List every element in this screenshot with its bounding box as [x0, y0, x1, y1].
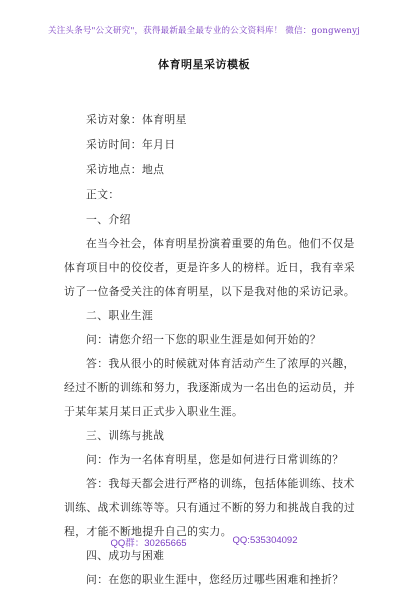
- question-paragraph: 问：在您的职业生涯中，您经历过哪些困难和挫折？: [86, 573, 344, 586]
- meta-time: 采访时间：年月日: [86, 138, 176, 151]
- footer-qq-number: QQ:535304092: [232, 535, 298, 546]
- header-banner: 关注头条号"公文研究"，获得最新最全最专业的公文资料库！ 微信：gongwenyj: [48, 26, 360, 36]
- meta-location: 采访地点：地点: [86, 163, 165, 176]
- document-title: 体育明星采访模板: [158, 58, 250, 71]
- footer-contact: [0, 535, 408, 549]
- meta-interviewee: 采访对象：体育明星: [86, 113, 187, 126]
- section-heading: 三、训练与挑战: [86, 429, 165, 442]
- answer-paragraph: 答：我从很小的时候就对体育活动产生了浓厚的兴趣，经过不断的训练和努力，我逐渐成为一名出色的运动员，并于某年某月某日正式步入职业生涯。: [64, 357, 356, 418]
- section-heading: 二、职业生涯: [86, 309, 154, 322]
- question-paragraph: 问：作为一名体育明星，您是如何进行日常训练的？: [86, 453, 344, 466]
- section-heading: 四、成功与困难: [86, 549, 165, 562]
- document-body: [64, 108, 360, 592]
- section-heading: 一、介绍: [86, 213, 131, 226]
- meta-body-label: 正文：: [86, 188, 120, 201]
- section-paragraph: 在当今社会，体育明星扮演着重要的角色。他们不仅是体育项目中的佼佼者，更是许多人的榜样。近日，我有幸采访了一位备受关注的体育明星，以下是我对他的采访记录。: [64, 237, 356, 298]
- answer-paragraph: 答：我每天都会进行严格的训练，包括体能训练、技术训练、战术训练等等。只有通过不断的努力和挑战自我的过程，才能不断地提升自己的实力。: [64, 477, 356, 538]
- footer-qq-group: QQ群：30265665: [110, 538, 187, 549]
- question-paragraph: 问：请您介绍一下您的职业生涯是如何开始的？: [86, 333, 322, 346]
